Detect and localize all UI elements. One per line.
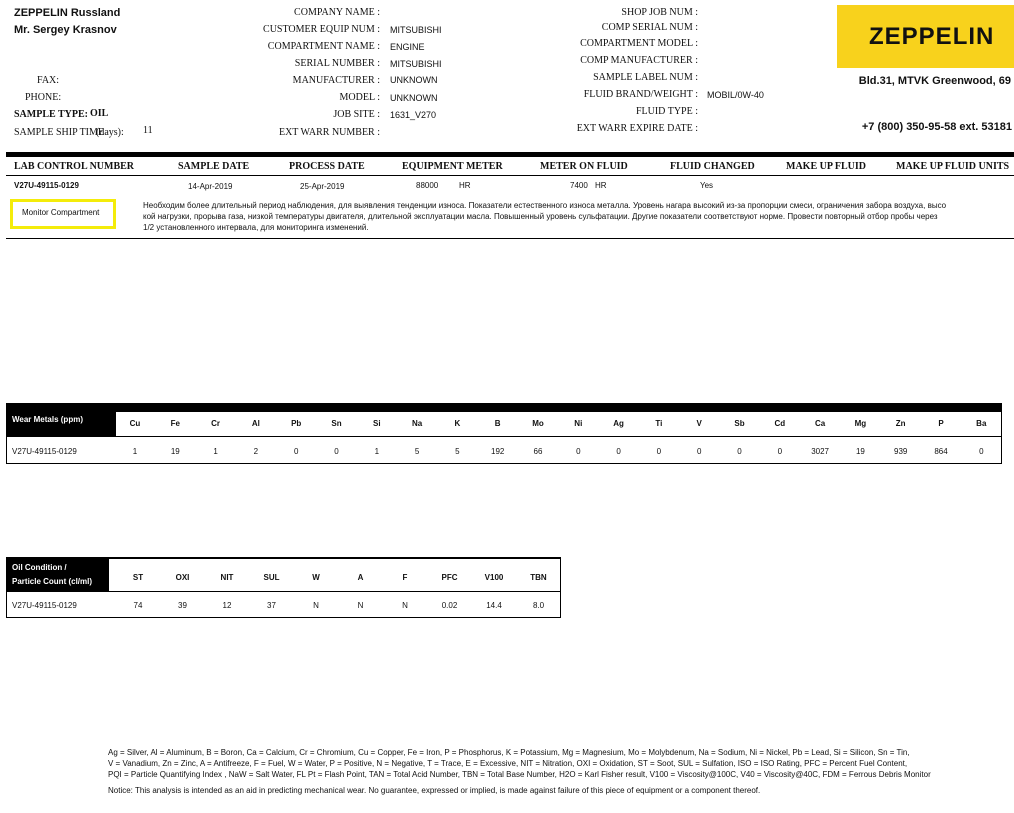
oil-condition-title-cell xyxy=(6,557,109,591)
wear-metals-value-k: 5 xyxy=(455,447,460,456)
manufacturer-label: MANUFACTURER : xyxy=(292,75,380,86)
phone-label: PHONE: xyxy=(25,92,62,103)
legend-line: PQI = Particle Quantifying Index , NaW = Salt Water, FL Pt = Flash Point, TAN = Total Acid Number, TBN = Total Base Number, H2O = Karl Fisher result, V100 = Viscosity@100C, V40 = Viscosity@40C, FDM = Ferrous Debris Monitor xyxy=(108,770,931,779)
oil-condition-row-label: V27U-49115-0129 xyxy=(12,601,77,610)
wear-metals-value-ba: 0 xyxy=(979,447,984,456)
fluid-brand-label: FLUID BRAND/WEIGHT : xyxy=(583,89,698,100)
oil-condition-header-f: F xyxy=(402,573,408,582)
wear-metals-header-sn: Sn xyxy=(331,419,342,428)
oil-condition-header-a: A xyxy=(357,573,364,582)
wear-metals-value-fe: 19 xyxy=(170,447,180,456)
customer-contact: Mr. Sergey Krasnov xyxy=(14,24,117,36)
wear-metals-title: Wear Metals (ppm) xyxy=(12,415,83,424)
lab-header-process-date: PROCESS DATE xyxy=(289,161,365,172)
wear-metals-value-ti: 0 xyxy=(656,447,662,456)
oil-condition-value-tbn: 8.0 xyxy=(532,601,545,610)
customer-equip-value: MITSUBISHI xyxy=(390,25,442,35)
vendor-address: Bld.31, MTVK Greenwood, 69 xyxy=(858,75,1011,87)
sample-type-label: SAMPLE TYPE: xyxy=(14,109,88,120)
comp-model-label: COMPARTMENT MODEL : xyxy=(580,38,698,49)
oil-condition-header-sul: SUL xyxy=(263,573,280,582)
legend-line: V = Vanadium, Zn = Zinc, A = Antifreeze, F = Fuel, W = Water, P = Positive, N = Negative, T = Trace, E = Excessive, NIT = Nitration, OXI = Oxidation, ST = Soot, SUL = Sulfation, ISO = ISO Rating, PFC = Percent Fuel Content, xyxy=(108,759,908,768)
oil-condition-topbar xyxy=(6,557,561,559)
compartment-name-label: COMPARTMENT NAME : xyxy=(267,41,380,52)
legend-notice: Notice: This analysis is intended as an aid in predicting mechanical wear. No guarantee, expressed or implied, is made against failure of this piece of equipment or a component thereof. xyxy=(108,786,761,795)
oil-condition-right-border xyxy=(560,557,561,618)
wear-metals-bottom-border xyxy=(6,463,1002,464)
lab-header-makeup-units: MAKE UP FLUID UNITS xyxy=(896,161,1010,172)
wear-metals-title-cell xyxy=(6,410,116,437)
equipment-meter: 88000 xyxy=(416,181,439,190)
lab-header-control: LAB CONTROL NUMBER xyxy=(14,161,135,172)
oil-condition-divider xyxy=(6,591,561,592)
oil-condition-value-pfc: 0.02 xyxy=(441,601,458,610)
wear-metals-header-na: Na xyxy=(411,419,423,428)
fax-label: FAX: xyxy=(37,75,60,86)
comp-serial-label: COMP SERIAL NUM : xyxy=(601,22,698,33)
wear-metals-value-ag: 0 xyxy=(616,447,621,456)
model-value: UNKNOWN xyxy=(390,93,438,103)
oil-condition-header-tbn: TBN xyxy=(530,573,547,582)
wear-metals-header-ag: Ag xyxy=(613,419,624,428)
oil-condition-header-st: ST xyxy=(132,573,144,582)
vendor-phone: +7 (800) 350-95-58 ext. 53181 xyxy=(861,121,1012,133)
wear-metals-right-border xyxy=(1001,412,1002,464)
wear-metals-value-mo: 66 xyxy=(533,447,543,456)
oil-condition-header-nit: NIT xyxy=(220,573,234,582)
wear-metals-header-cd: Cd xyxy=(774,419,786,428)
oil-condition-title-line1: Oil Condition / xyxy=(12,563,67,572)
compartment-name-value: ENGINE xyxy=(390,42,425,52)
wear-metals-header-ti: Ti xyxy=(655,419,663,428)
wear-metals-value-mg: 19 xyxy=(855,447,865,456)
oil-condition-value-sul: 37 xyxy=(267,601,276,610)
comment-line: 1/2 установленного интервала, для мониторинга изменений. xyxy=(143,223,369,232)
oil-condition-value-w: N xyxy=(313,601,319,610)
serial-number-value: MITSUBISHI xyxy=(390,59,442,69)
wear-metals-value-al: 2 xyxy=(253,447,259,456)
sample-date: 14-Apr-2019 xyxy=(188,182,233,191)
wear-metals-value-cr: 1 xyxy=(213,447,218,456)
logo-text: ZEPPELIN xyxy=(869,23,995,50)
wear-metals-header-ca: Ca xyxy=(814,419,826,428)
customer-company: ZEPPELIN Russland xyxy=(14,7,121,19)
meter-on-fluid: 7400 xyxy=(570,181,588,190)
wear-metals-value-cu: 1 xyxy=(132,447,138,456)
oil-condition-bottom-border xyxy=(6,617,561,618)
process-date: 25-Apr-2019 xyxy=(300,182,345,191)
wear-metals-header-mg: Mg xyxy=(854,419,867,428)
oil-condition-value-nit: 12 xyxy=(222,601,232,610)
wear-metals-header-cu: Cu xyxy=(129,419,141,428)
lab-header-makeup-fluid: MAKE UP FLUID xyxy=(786,161,866,172)
model-label: MODEL : xyxy=(339,92,380,103)
lab-header-meter-on-fluid: METER ON FLUID xyxy=(540,161,628,172)
comment-line: Необходим более длительный период наблюдения, для выявления тенденции износа. Показатели естественного износа металла. Уровень нагара высокий из-за пропорции смеси, ограничения забора воздуха, высо xyxy=(143,201,947,210)
oil-condition-value-st: 74 xyxy=(133,601,143,610)
wear-metals-header-sb: Sb xyxy=(734,419,745,428)
wear-metals-topbar xyxy=(6,403,1002,412)
shop-job-label: SHOP JOB NUM : xyxy=(621,7,698,18)
meter-on-fluid-unit: HR xyxy=(595,181,607,190)
comp-mfr-label: COMP MANUFACTURER : xyxy=(580,55,698,66)
wear-metals-value-pb: 0 xyxy=(293,447,299,456)
oil-condition-header-pfc: PFC xyxy=(441,573,458,582)
wear-metals-value-cd: 0 xyxy=(777,447,783,456)
equipment-meter-unit: HR xyxy=(459,181,471,190)
oil-condition-header-oxi: OXI xyxy=(175,573,190,582)
wear-metals-header-si: Si xyxy=(373,419,381,428)
status-highlight xyxy=(10,199,116,229)
lab-header-equipment-meter: EQUIPMENT METER xyxy=(402,161,503,172)
oil-condition-header-w: W xyxy=(312,573,320,582)
wear-metals-value-sn: 0 xyxy=(334,447,339,456)
wear-metals-header-p: P xyxy=(938,419,944,428)
sample-label-num-label: SAMPLE LABEL NUM : xyxy=(593,72,698,83)
customer-equip-label: CUSTOMER EQUIP NUM : xyxy=(263,24,380,35)
wear-metals-header-al: Al xyxy=(251,419,260,428)
lab-section-bottom xyxy=(6,238,1014,239)
ship-time-label: SAMPLE SHIP TIME xyxy=(14,127,105,138)
wear-metals-value-b: 192 xyxy=(491,447,505,456)
lab-header-sample-date: SAMPLE DATE xyxy=(178,161,250,172)
wear-metals-value-ni: 0 xyxy=(576,447,581,456)
wear-metals-value-p: 864 xyxy=(934,447,948,456)
lab-comment xyxy=(143,200,946,233)
sample-type-value: OIL xyxy=(90,108,109,119)
lab-header-underline xyxy=(6,175,1014,176)
oil-condition-value-v100: 14.4 xyxy=(486,601,502,610)
oil-condition-title-line2: Particle Count (cl/ml) xyxy=(12,577,93,586)
fluid-changed: Yes xyxy=(700,181,714,190)
lab-control-number: V27U-49115-0129 xyxy=(14,181,79,190)
wear-metals-header-b: B xyxy=(494,419,501,428)
wear-metals-value-v: 0 xyxy=(696,447,702,456)
wear-metals-header-cr: Cr xyxy=(211,419,221,428)
job-site-label: JOB SITE : xyxy=(333,109,380,120)
wear-metals-header-fe: Fe xyxy=(170,419,180,428)
wear-metals-value-sb: 0 xyxy=(737,447,742,456)
zeppelin-logo xyxy=(837,5,1014,68)
wear-metals-header-zn: Zn xyxy=(895,419,906,428)
legend xyxy=(108,747,931,796)
wear-metals-header-ba: Ba xyxy=(976,419,987,428)
wear-metals-value-zn: 939 xyxy=(894,447,908,456)
oil-condition-value-f: N xyxy=(402,601,408,610)
fluid-type-label: FLUID TYPE : xyxy=(635,106,698,117)
serial-number-label: SERIAL NUMBER : xyxy=(294,58,380,69)
wear-metals-row-label: V27U-49115-0129 xyxy=(12,447,77,456)
ext-warr-expire-label: EXT WARR EXPIRE DATE : xyxy=(576,123,698,134)
oil-condition-value-oxi: 39 xyxy=(178,601,187,610)
wear-metals-header-ni: Ni xyxy=(574,419,583,428)
status-badge: Monitor Compartment xyxy=(22,208,100,217)
fluid-brand-value: MOBIL/0W-40 xyxy=(707,90,764,100)
wear-metals-header-v: V xyxy=(696,419,702,428)
wear-metals-value-ca: 3027 xyxy=(811,447,829,456)
oil-condition-value-a: N xyxy=(357,601,364,610)
wear-metals-divider xyxy=(6,436,1002,437)
lab-header-bar xyxy=(6,152,1014,157)
wear-metals-value-si: 1 xyxy=(374,447,380,456)
legend-line: Ag = Silver, Al = Aluminum, B = Boron, Ca = Calcium, Cr = Chromium, Cu = Copper, Fe = Iron, P = Phosphorus, K = Potassium, Mg = Magnesium, Mo = Molybdenum, Na = Sodium, Ni = Nickel, Pb = Lead, Si = Silicon, Sn = Tin, xyxy=(108,748,910,757)
oil-condition-header-v100: V100 xyxy=(484,573,504,582)
wear-metals-value-na: 5 xyxy=(414,447,420,456)
oil-condition-left-border xyxy=(6,557,7,618)
job-site-value: 1631_V270 xyxy=(390,110,437,120)
company-name-label: COMPANY NAME : xyxy=(294,7,380,18)
comment-line: кой нагрузки, прорыва газа, низкой температуры двигателя, длительной эксплуатации масла. Повышенный уровень сульфатации. Другие показатели соответствуют норме. Провести повторный отбор пробы через xyxy=(143,212,938,221)
manufacturer-value: UNKNOWN xyxy=(390,75,438,85)
wear-metals-header-pb: Pb xyxy=(291,419,302,428)
wear-metals-header-k: K xyxy=(454,419,461,428)
lab-header-fluid-changed: FLUID CHANGED xyxy=(670,161,755,172)
ship-time-value: 11 xyxy=(143,125,153,136)
ship-time-unit: (days): xyxy=(96,127,124,138)
wear-metals-header-mo: Mo xyxy=(532,419,544,428)
wear-metals-left-border xyxy=(6,412,7,464)
ext-warr-label: EXT WARR NUMBER : xyxy=(278,127,380,138)
